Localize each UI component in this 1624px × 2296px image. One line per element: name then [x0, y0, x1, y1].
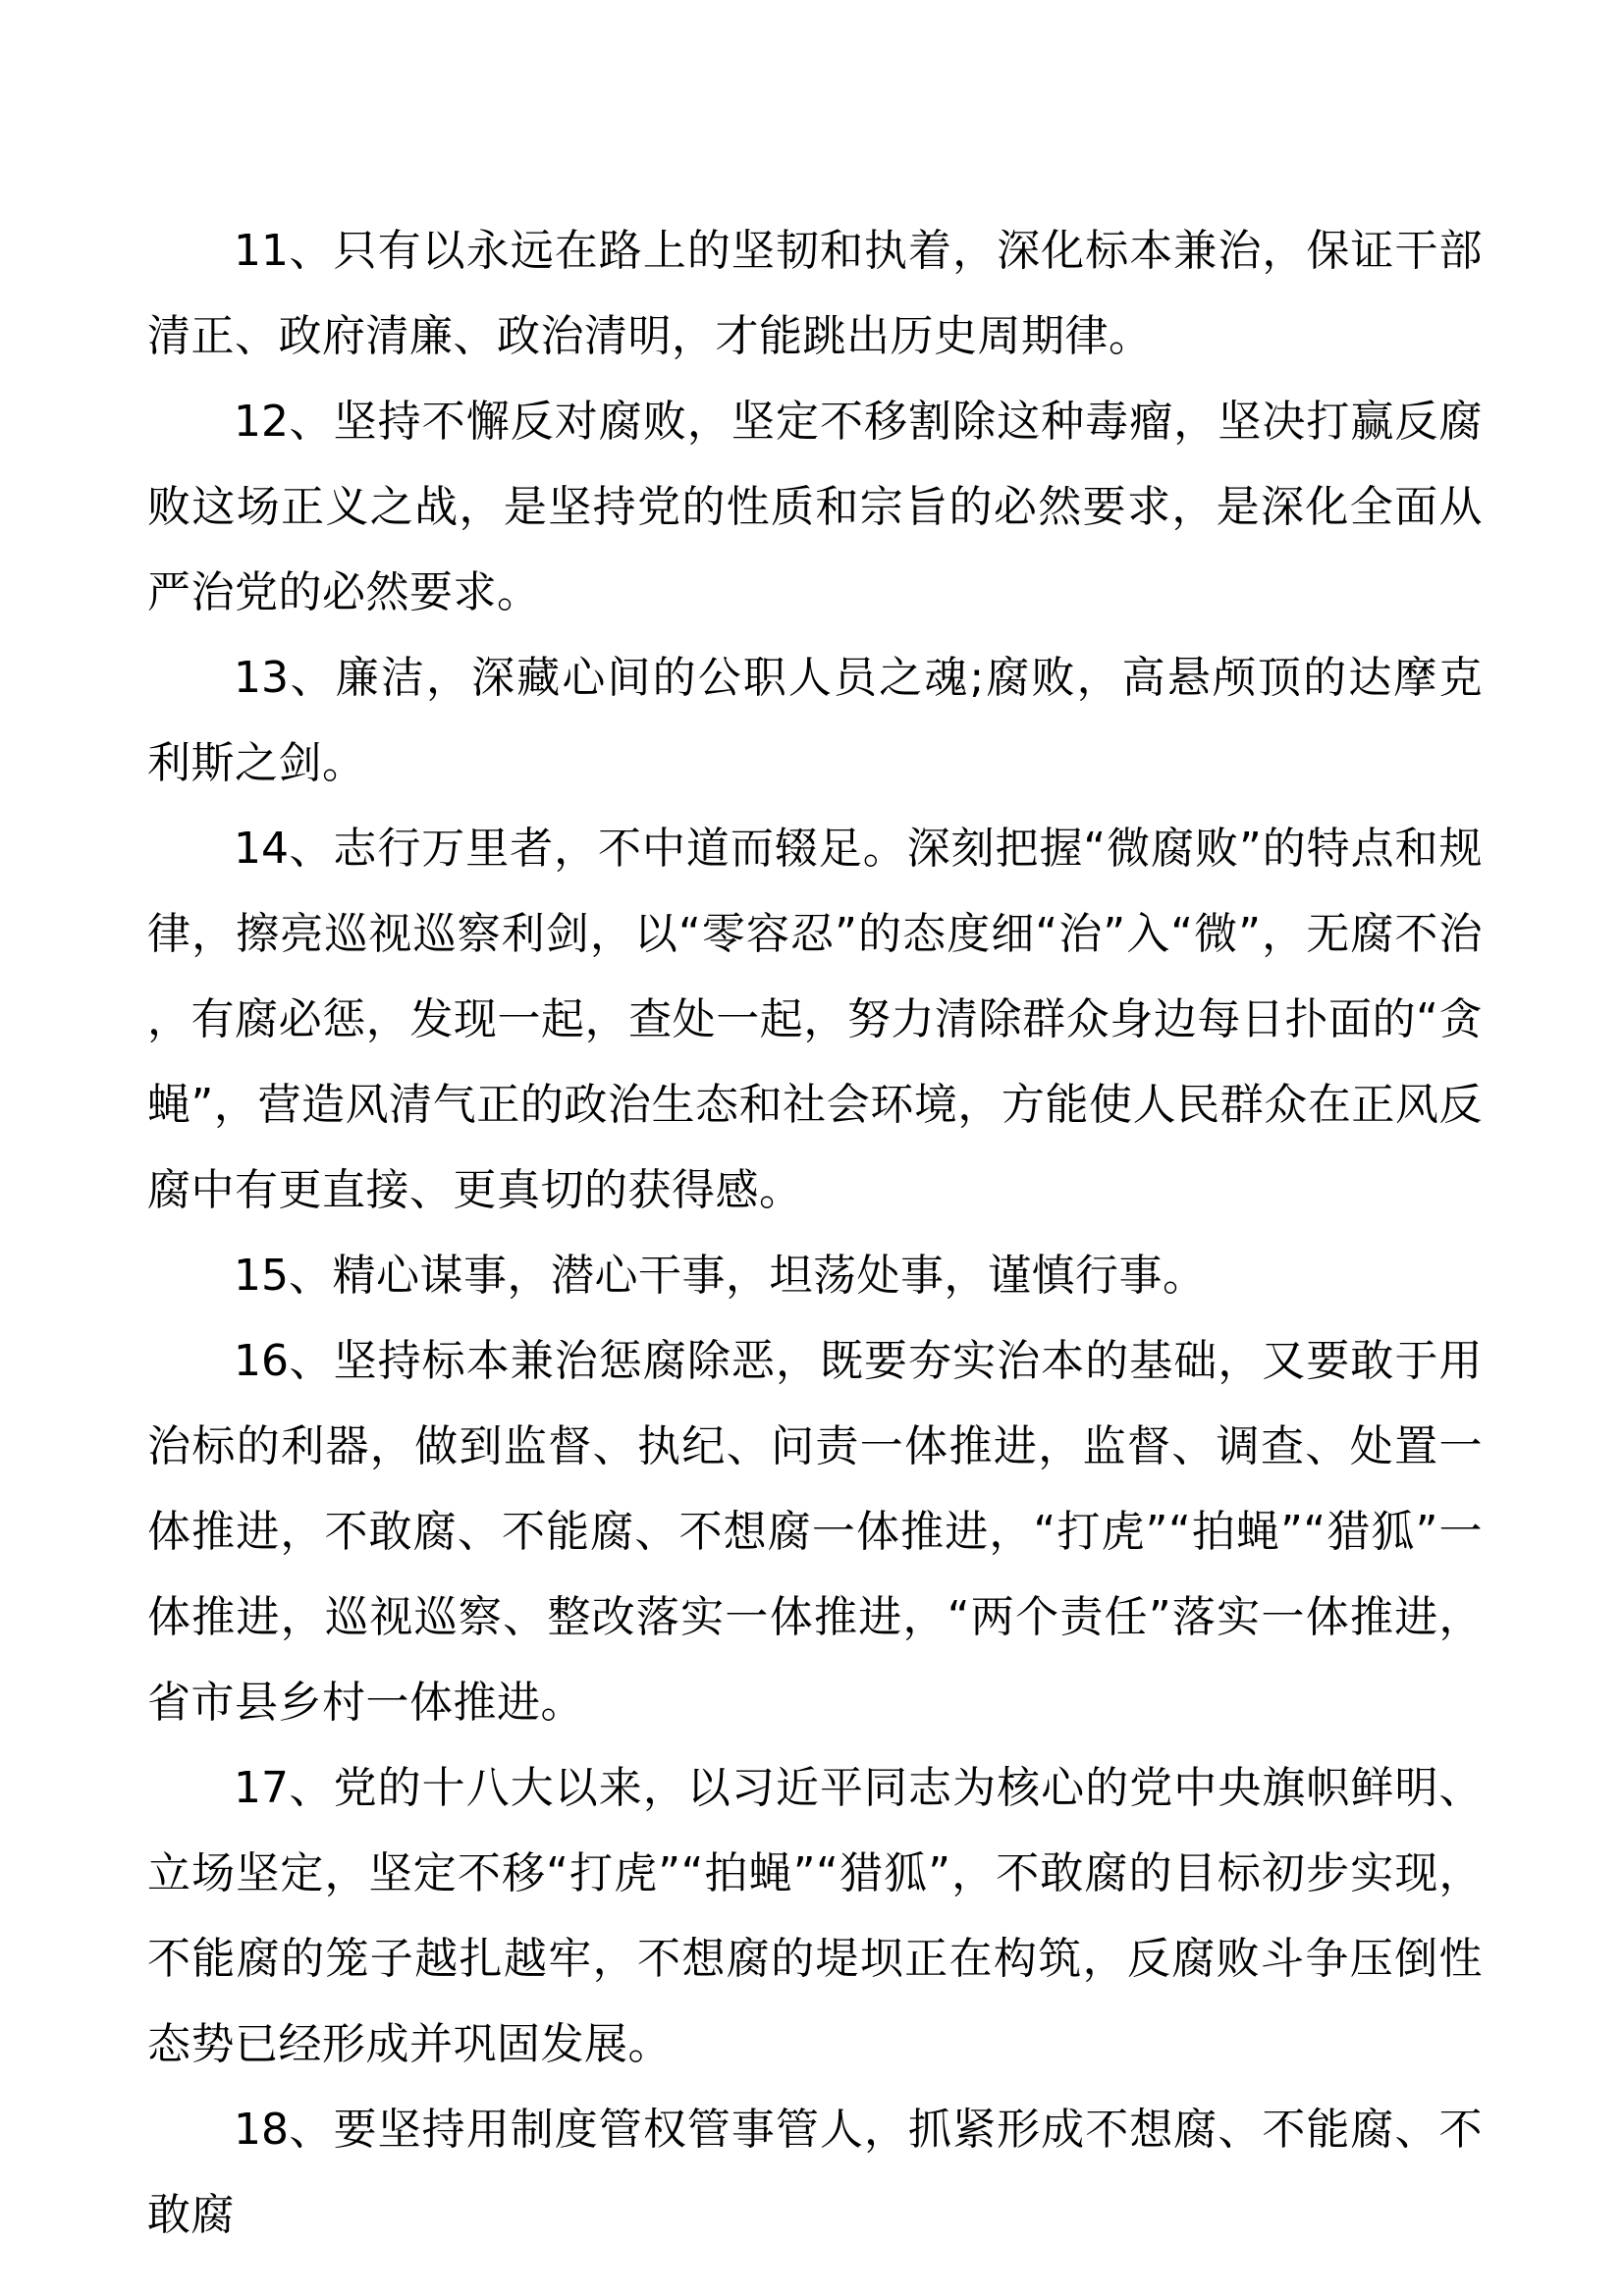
paragraph-number: 16 — [234, 1336, 289, 1386]
paragraph-separator: 、 — [289, 1763, 334, 1813]
paragraph-13 — [147, 635, 1483, 806]
paragraph-number: 11 — [234, 226, 289, 276]
paragraph-separator: 、 — [289, 2105, 334, 2155]
paragraph-separator: 、 — [289, 653, 336, 703]
paragraph-number: 15 — [234, 1251, 289, 1301]
paragraph-number: 12 — [234, 397, 289, 447]
paragraph-separator: 、 — [289, 226, 334, 276]
paragraph-text: 精心谋事，潜心干事，坦荡处事，谨慎行事。 — [332, 1251, 1207, 1301]
paragraph-number: 17 — [234, 1763, 289, 1813]
paragraph-text: 只有以永远在路上的坚韧和执着，深化标本兼治，保证干部清正、政府清廉、政治清明，才能跳出历史周期律。 — [147, 226, 1484, 361]
paragraph-11 — [147, 208, 1483, 379]
paragraph-number: 14 — [234, 824, 289, 874]
paragraph-text: 党的十八大以来，以习近平同志为核心的党中央旗帜鲜明、立场坚定，坚定不移“打虎”“拍蝇”“猎狐”，不敢腐的目标初步实现，不能腐的笼子越扎越牢，不想腐的堤坝正在构筑，反腐败斗争压倒性态势已经形成并巩固发展。 — [147, 1763, 1484, 2069]
paragraph-separator: 、 — [289, 1251, 333, 1301]
paragraph-17 — [147, 1745, 1483, 2087]
paragraph-12 — [147, 379, 1483, 635]
paragraph-number: 13 — [234, 653, 289, 703]
paragraph-text: 坚持不懈反对腐败，坚定不移割除这种毒瘤，坚决打赢反腐败这场正义之战，是坚持党的性质和宗旨的必然要求，是深化全面从严治党的必然要求。 — [147, 397, 1484, 617]
paragraph-number: 18 — [234, 2105, 289, 2155]
document-body — [147, 208, 1483, 2258]
paragraph-text: 志行万里者，不中道而辍足。深刻把握“微腐败”的特点和规律，擦亮巡视巡察利剑，以“零容忍”的态度细“治”入“微”，无腐不治，有腐必惩，发现一起，查处一起，努力清除群众身边每日扑面的“贪蝇”，营造风清气正的政治生态和社会环境，方能使人民群众在正风反腐中有更直接、更真切的获得感。 — [147, 824, 1483, 1215]
paragraph-separator: 、 — [289, 824, 334, 874]
paragraph-text: 要坚持用制度管权管事管人，抓紧形成不想腐、不能腐、不敢腐 — [147, 2105, 1484, 2240]
paragraph-16 — [147, 1318, 1483, 1745]
paragraph-14 — [147, 806, 1483, 1233]
paragraph-15 — [147, 1233, 1483, 1318]
paragraph-text: 坚持标本兼治惩腐除恶，既要夯实治本的基础，又要敢于用治标的利器，做到监督、执纪、问责一体推进，监督、调查、处置一体推进，不敢腐、不能腐、不想腐一体推进，“打虎”“拍蝇”“猎狐”一体推进，巡视巡察、整改落实一体推进，“两个责任”落实一体推进，省市县乡村一体推进。 — [147, 1336, 1484, 1728]
paragraph-separator: 、 — [289, 397, 334, 447]
paragraph-text: 廉洁，深藏心间的公职人员之魂;腐败，高悬颅顶的达摩克利斯之剑。 — [147, 653, 1484, 788]
paragraph-separator: 、 — [289, 1336, 334, 1386]
paragraph-18 — [147, 2087, 1483, 2258]
